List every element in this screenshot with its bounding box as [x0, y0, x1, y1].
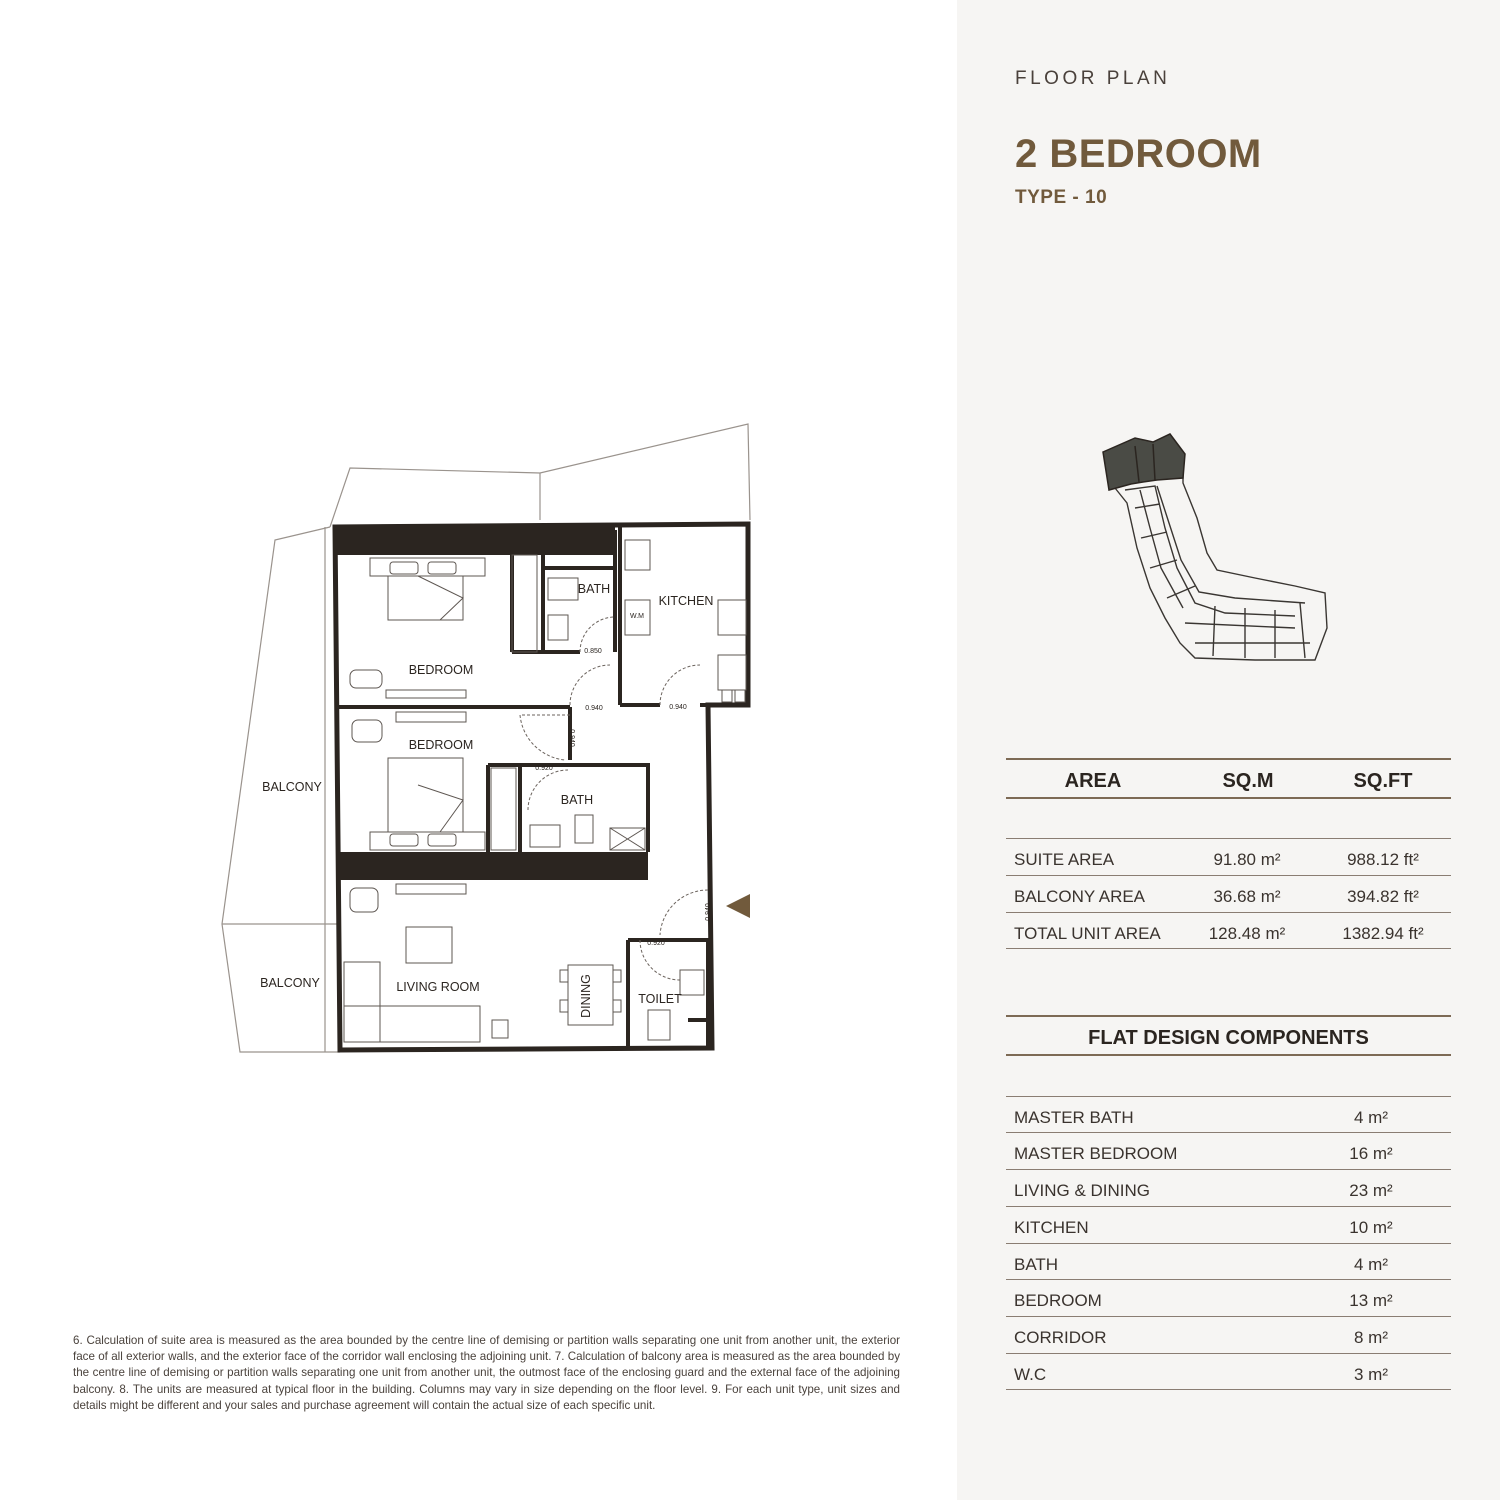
component-label: BATH [1014, 1255, 1059, 1274]
component-row [1006, 1135, 1451, 1171]
area-row-rule [1006, 838, 1451, 839]
dimension-label: 0.940 [568, 729, 575, 747]
area-row-sqft: 1382.94 ft² [1342, 924, 1424, 943]
component-row-rule [1006, 1169, 1451, 1170]
component-value: 16 m² [1349, 1144, 1393, 1163]
component-row [1006, 1356, 1451, 1392]
components-header-rule [1006, 1054, 1451, 1056]
dimension-label: 0.850 [584, 648, 602, 655]
area-row-sqft: 988.12 ft² [1347, 850, 1419, 869]
area-row-sqm: 36.68 m² [1213, 887, 1281, 906]
component-row [1006, 1246, 1451, 1282]
component-row-rule [1006, 1132, 1451, 1133]
room-label-bedroom-2: BEDROOM [408, 738, 474, 752]
section-eyebrow: FLOOR PLAN [1015, 68, 1171, 89]
room-label-bath-2: BATH [560, 793, 594, 807]
component-label: CORRIDOR [1014, 1328, 1107, 1347]
component-row-rule [1006, 1389, 1451, 1390]
area-table-top-rule [1006, 758, 1451, 760]
components-top-rule [1006, 1015, 1451, 1017]
entrance-arrow-icon [726, 894, 750, 918]
unit-type: TYPE - 10 [1015, 187, 1108, 208]
component-value: 4 m² [1354, 1108, 1388, 1127]
component-row [1006, 1319, 1451, 1355]
component-row [1006, 1282, 1451, 1318]
floor-plan-drawing [200, 410, 780, 1070]
room-label-bedroom-1: BEDROOM [408, 663, 474, 677]
room-label-balcony-1: BALCONY [262, 780, 322, 794]
component-row-rule [1006, 1316, 1451, 1317]
component-label: BEDROOM [1014, 1291, 1102, 1310]
dimension-label: 0.940 [705, 903, 712, 921]
room-label-balcony-2: BALCONY [260, 976, 320, 990]
component-row [1006, 1099, 1451, 1135]
components-title: FLAT DESIGN COMPONENTS [1088, 1027, 1369, 1049]
area-header-sqm: SQ.M [1222, 770, 1274, 792]
dimension-label: 0.940 [669, 704, 687, 711]
room-label-living-room: LIVING ROOM [396, 980, 480, 994]
component-row [1006, 1209, 1451, 1245]
component-label: MASTER BATH [1014, 1108, 1134, 1127]
component-label: KITCHEN [1014, 1218, 1089, 1237]
room-label-kitchen: KITCHEN [658, 594, 714, 608]
area-row-suite [1006, 841, 1451, 877]
dimension-label: 0.940 [585, 705, 603, 712]
area-row-sqm: 128.48 m² [1208, 924, 1286, 943]
component-row-rule [1006, 1206, 1451, 1207]
room-label-dining: DINING [579, 974, 593, 1018]
area-row-rule [1006, 948, 1451, 949]
area-row-label: BALCONY AREA [1014, 887, 1146, 906]
area-row-sqm: 91.80 m² [1213, 850, 1281, 869]
legal-footnote: 6. Calculation of suite area is measured as the area bounded by the centre line of demising or partition walls separating one unit from another unit, the exterior face of all exterior walls, and the exterior face of the corridor wall enclosing the adjoining unit. 7. Calculation of balcony area is measured as the area bounded by the centre line of demising or partition walls separating one unit from another unit, the outmost face of the enclosing guard and the external face of the adjoining balcony. 8. The units are measured at typical floor in the building. Columns may vary in size depending on the floor level. 9. For each unit type, unit sizes and details might be different and your sales and purchase agreement will contain the actual size of each specific unit. [73, 1334, 900, 1412]
unit-highlight [1103, 434, 1185, 490]
component-value: 4 m² [1354, 1255, 1388, 1274]
area-row-sqft: 394.82 ft² [1347, 887, 1419, 906]
room-label-toilet: TOILET [638, 992, 682, 1006]
label-washing-machine: W.M [630, 613, 644, 620]
component-value: 13 m² [1349, 1291, 1393, 1310]
component-value: 10 m² [1349, 1218, 1393, 1237]
area-row-rule [1006, 875, 1451, 876]
component-row-rule [1006, 1279, 1451, 1280]
component-label: LIVING & DINING [1014, 1181, 1151, 1200]
component-value: 8 m² [1354, 1328, 1388, 1347]
area-header-sqft: SQ.FT [1353, 770, 1413, 792]
dimension-label: 0.920 [535, 765, 553, 772]
component-value: 3 m² [1354, 1365, 1388, 1384]
area-row-label: TOTAL UNIT AREA [1014, 924, 1161, 943]
area-table-header-rule [1006, 797, 1451, 799]
dimension-label: 0.920 [647, 940, 665, 947]
area-row-label: SUITE AREA [1014, 850, 1115, 869]
component-row [1006, 1172, 1451, 1208]
room-label-bath-1: BATH [577, 582, 611, 596]
area-row-rule [1006, 912, 1451, 913]
unit-title: 2 BEDROOM [1015, 132, 1262, 176]
component-value: 23 m² [1349, 1181, 1393, 1200]
area-row-balcony [1006, 878, 1451, 914]
component-row-rule [1006, 1243, 1451, 1244]
area-header-area: AREA [1064, 770, 1122, 792]
area-row-total [1006, 915, 1451, 951]
component-row-rule [1006, 1353, 1451, 1354]
component-label: W.C [1014, 1365, 1047, 1384]
component-label: MASTER BEDROOM [1014, 1144, 1178, 1163]
building-key-plan [1095, 428, 1335, 673]
component-row-rule [1006, 1096, 1451, 1097]
